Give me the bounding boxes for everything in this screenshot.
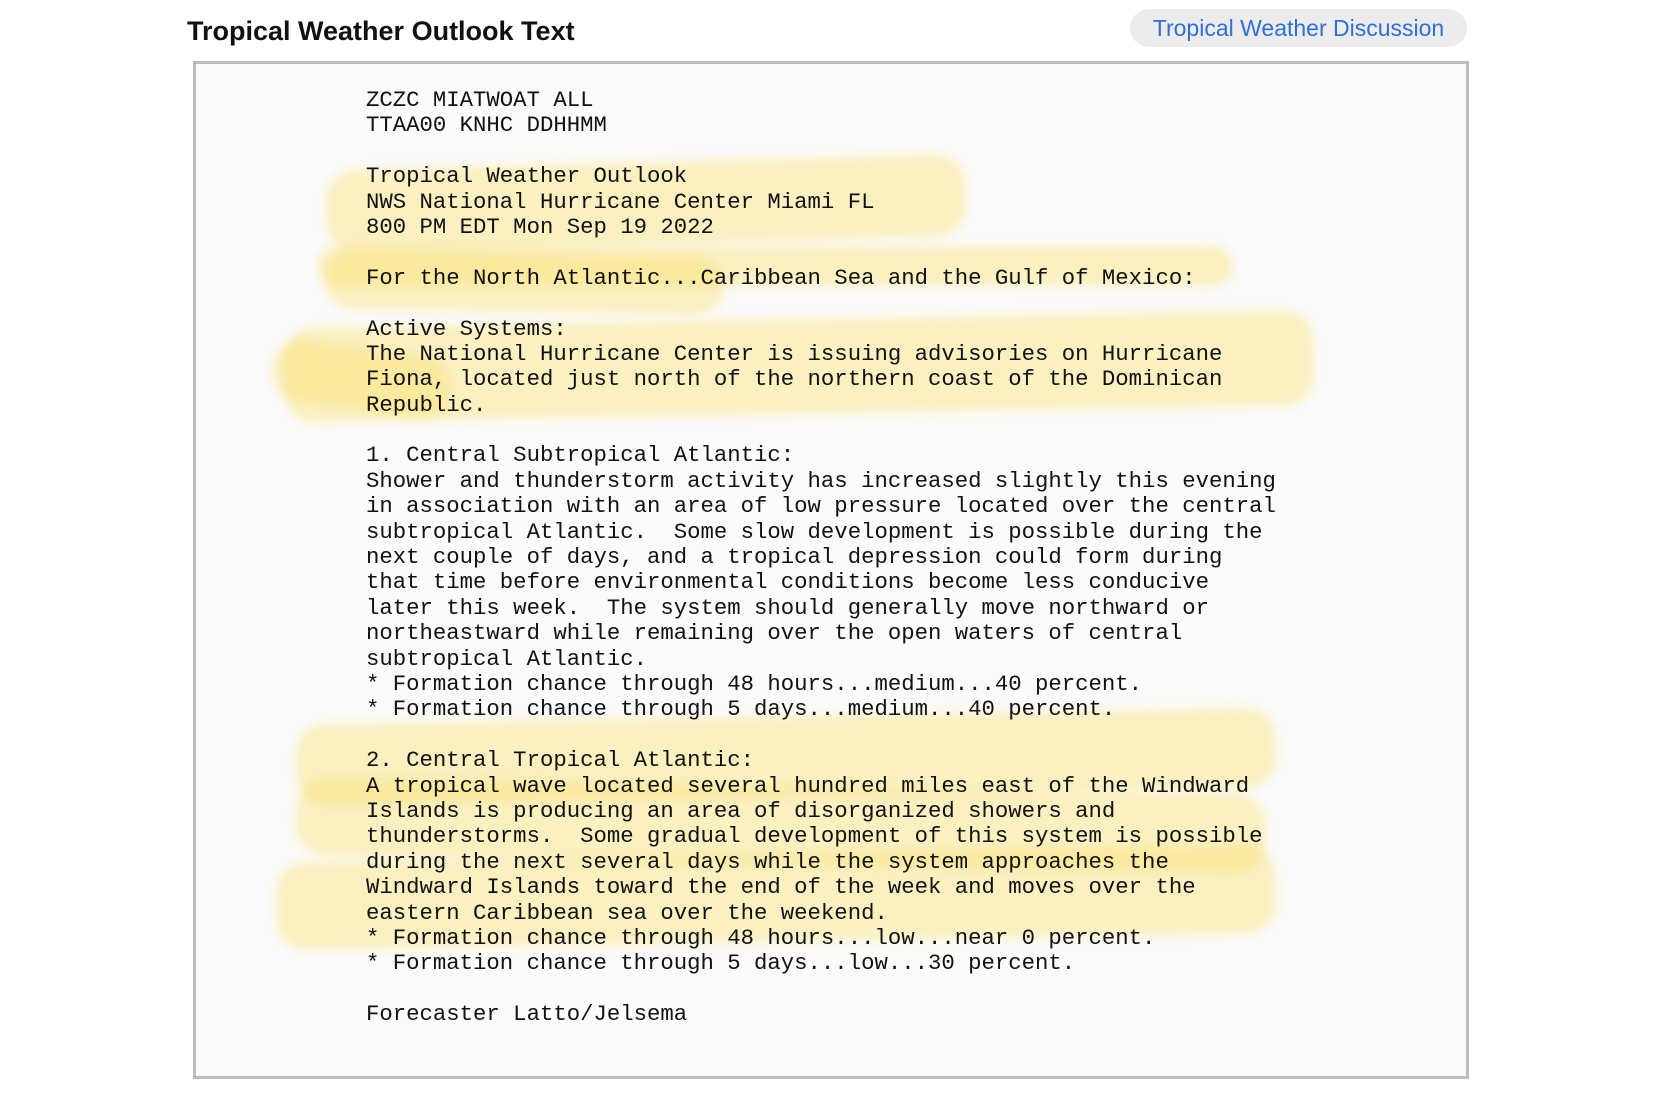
outlook-line: northeastward while remaining over the open waters of central: [366, 620, 1183, 647]
outlook-line: TTAA00 KNHC DDHHMM: [366, 112, 607, 139]
blank-line: [366, 418, 1276, 443]
outlook-line: NWS National Hurricane Center Miami FL: [366, 188, 875, 215]
blank-line: [366, 977, 1276, 1002]
outlook-line: Windward Islands toward the end of the week and moves over the: [366, 874, 1196, 901]
outlook-line: The National Hurricane Center is issuing advisories on Hurricane: [366, 340, 1223, 367]
tropical-weather-discussion-button[interactable]: Tropical Weather Discussion: [1130, 9, 1467, 47]
outlook-line: * Formation chance through 5 days...medium...40 percent.: [366, 696, 1116, 723]
blank-line: [366, 723, 1276, 748]
outlook-line: thunderstorms. Some gradual development of this system is possible: [366, 823, 1263, 850]
outlook-line: Forecaster Latto/Jelsema: [366, 1001, 688, 1028]
outlook-line: during the next several days while the system approaches the: [366, 848, 1169, 875]
outlook-text-panel: [193, 61, 1469, 1079]
outlook-line: 2. Central Tropical Atlantic:: [366, 747, 755, 774]
outlook-line: Shower and thunderstorm activity has increased slightly this evening: [366, 467, 1276, 494]
blank-line: [366, 240, 1276, 265]
outlook-line: 800 PM EDT Mon Sep 19 2022: [366, 213, 714, 240]
outlook-line: Tropical Weather Outlook: [366, 163, 688, 190]
outlook-line: A tropical wave located several hundred miles east of the Windward: [366, 772, 1250, 799]
page-title: Tropical Weather Outlook Text: [187, 16, 575, 46]
outlook-line: subtropical Atlantic.: [366, 645, 647, 672]
outlook-line: * Formation chance through 48 hours...medium...40 percent.: [366, 670, 1143, 697]
outlook-line: eastern Caribbean sea over the weekend.: [366, 899, 888, 926]
outlook-line: that time before environmental conditions become less conducive: [366, 569, 1209, 596]
outlook-line: Active Systems:: [366, 315, 567, 342]
blank-line: [366, 139, 1276, 164]
outlook-line: 1. Central Subtropical Atlantic:: [366, 442, 795, 469]
blank-line: [366, 291, 1276, 316]
outlook-line: ZCZC MIATWOAT ALL: [366, 87, 594, 113]
outlook-line: * Formation chance through 48 hours...low...near 0 percent.: [366, 924, 1156, 951]
outlook-line: Republic.: [366, 391, 487, 418]
outlook-line: in association with an area of low pressure located over the central: [366, 493, 1276, 520]
outlook-line: For the North Atlantic...Caribbean Sea and the Gulf of Mexico:: [366, 264, 1196, 291]
outlook-line: Fiona, located just north of the northern coast of the Dominican: [366, 366, 1223, 393]
outlook-line: Islands is producing an area of disorganized showers and: [366, 797, 1116, 824]
outlook-line: subtropical Atlantic. Some slow development is possible during the: [366, 518, 1263, 545]
outlook-text: [366, 88, 1276, 1027]
outlook-line: later this week. The system should generally move northward or: [366, 594, 1209, 621]
outlook-line: next couple of days, and a tropical depression could form during: [366, 544, 1223, 571]
outlook-line: * Formation chance through 5 days...low...30 percent.: [366, 950, 1076, 977]
